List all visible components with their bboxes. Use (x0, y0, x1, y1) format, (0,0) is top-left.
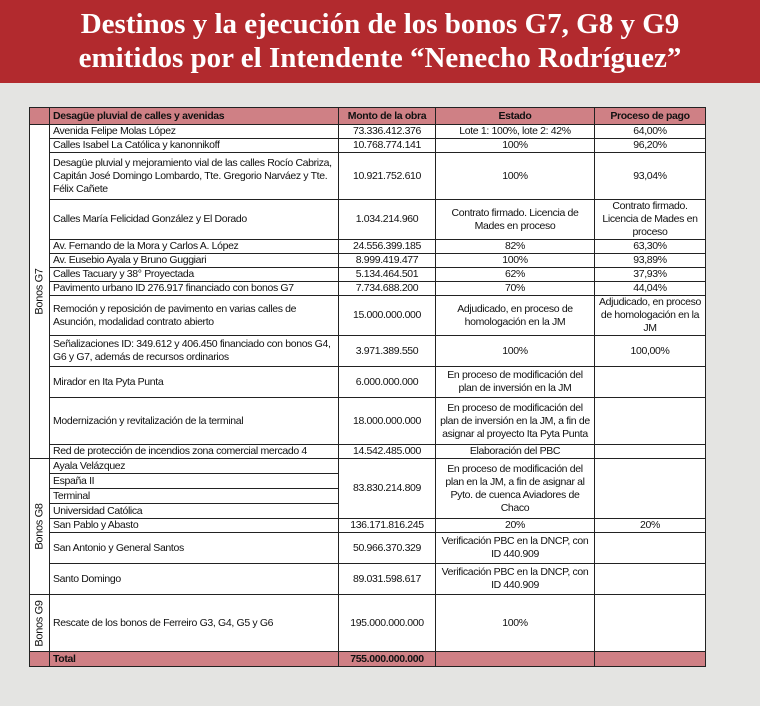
obra-cell: Av. Fernando de la Mora y Carlos A. López (50, 240, 339, 254)
group-label-g9 (30, 595, 50, 652)
table-row (30, 367, 706, 398)
pago-cell: Adjudicado, en proceso de homologación en la JM (595, 296, 706, 336)
obra-cell: San Pablo y Abasto (50, 519, 339, 533)
estado-cell: En proceso de modificación del plan de inversión en la JM (436, 367, 595, 398)
estado-cell: 100% (436, 254, 595, 268)
bonds-table-wrapper (29, 107, 706, 667)
group-label-g8 (30, 459, 50, 595)
pago-cell: 93,89% (595, 254, 706, 268)
estado-cell: Verificación PBC en la DNCP, con ID 440.909 (436, 564, 595, 595)
total-estado-blank (436, 652, 595, 667)
table-row (30, 282, 706, 296)
group-g7-text: Bonos G7 (33, 268, 46, 315)
obra-cell: Ayala Velázquez (50, 459, 339, 474)
pago-cell: 20% (595, 519, 706, 533)
table-row (30, 296, 706, 336)
pago-cell: 93,04% (595, 153, 706, 200)
monto-cell: 15.000.000.000 (339, 296, 436, 336)
table-row (30, 268, 706, 282)
table-row (30, 564, 706, 595)
estado-cell: 20% (436, 519, 595, 533)
monto-cell: 1.034.214.960 (339, 200, 436, 240)
estado-cell: 100% (436, 139, 595, 153)
estado-cell: En proceso de modificación del plan de inversión en la JM, a fin de asignar al proyecto Ita Pyta Punta (436, 398, 595, 445)
obra-cell: Calles Isabel La Católica y kanonnikoff (50, 139, 339, 153)
table-row (30, 139, 706, 153)
pago-cell: 100,00% (595, 336, 706, 367)
header-estado: Estado (436, 108, 595, 125)
obra-cell: Señalizaciones ID: 349.612 y 406.450 financiado con bonos G4, G6 y G7, además de recursos ordinarios (50, 336, 339, 367)
table-row (30, 533, 706, 564)
title-banner (0, 0, 760, 83)
total-monto: 755.000.000.000 (339, 652, 436, 667)
estado-cell: 62% (436, 268, 595, 282)
monto-cell: 10.921.752.610 (339, 153, 436, 200)
pago-cell: 64,00% (595, 125, 706, 139)
estado-cell: En proceso de modificación del plan en la JM, a fin de asignar al Pyto. de cuenca Aviadores de Chaco (436, 459, 595, 519)
obra-cell: España II (50, 474, 339, 489)
header-pago: Proceso de pago (595, 108, 706, 125)
obra-cell: Santo Domingo (50, 564, 339, 595)
monto-cell: 14.542.485.000 (339, 445, 436, 459)
estado-cell: 100% (436, 595, 595, 652)
obra-cell: San Antonio y General Santos (50, 533, 339, 564)
pago-cell (595, 459, 706, 519)
group-g8-text: Bonos G8 (33, 503, 46, 550)
table-row (30, 445, 706, 459)
table-row (30, 240, 706, 254)
estado-cell: Adjudicado, en proceso de homologación en la JM (436, 296, 595, 336)
obra-cell: Universidad Católica (50, 504, 339, 519)
group-g9-text: Bonos G9 (33, 599, 46, 647)
monto-cell: 136.171.816.245 (339, 519, 436, 533)
monto-cell: 195.000.000.000 (339, 595, 436, 652)
obra-cell: Calles María Felicidad González y El Dorado (50, 200, 339, 240)
monto-cell: 10.768.774.141 (339, 139, 436, 153)
header-monto: Monto de la obra (339, 108, 436, 125)
monto-cell: 73.336.412.376 (339, 125, 436, 139)
estado-cell: 70% (436, 282, 595, 296)
estado-cell: Contrato firmado. Licencia de Mades en proceso (436, 200, 595, 240)
estado-cell: 82% (436, 240, 595, 254)
table-row (30, 200, 706, 240)
estado-cell: Elaboración del PBC (436, 445, 595, 459)
group-label-g7 (30, 125, 50, 459)
total-pago-blank (595, 652, 706, 667)
pago-cell: Contrato firmado. Licencia de Mades en proceso (595, 200, 706, 240)
estado-cell: Lote 1: 100%, lote 2: 42% (436, 125, 595, 139)
obra-cell: Avenida Felipe Molas López (50, 125, 339, 139)
obra-cell: Rescate de los bonos de Ferreiro G3, G4, G5 y G6 (50, 595, 339, 652)
pago-cell: 37,93% (595, 268, 706, 282)
pago-cell (595, 398, 706, 445)
obra-cell: Red de protección de incendios zona comercial mercado 4 (50, 445, 339, 459)
table-row (30, 519, 706, 533)
monto-cell: 5.134.464.501 (339, 268, 436, 282)
pago-cell (595, 564, 706, 595)
pago-cell: 63,30% (595, 240, 706, 254)
total-row (30, 652, 706, 667)
table-row (30, 398, 706, 445)
obra-cell: Pavimento urbano ID 276.917 financiado con bonos G7 (50, 282, 339, 296)
table-row (30, 125, 706, 139)
monto-cell: 7.734.688.200 (339, 282, 436, 296)
obra-cell: Remoción y reposición de pavimento en varias calles de Asunción, modalidad contrato abierto (50, 296, 339, 336)
estado-cell: 100% (436, 153, 595, 200)
monto-cell: 89.031.598.617 (339, 564, 436, 595)
total-label: Total (50, 652, 339, 667)
monto-cell: 3.971.389.550 (339, 336, 436, 367)
bonds-table (29, 107, 706, 667)
obra-cell: Av. Eusebio Ayala y Bruno Guggiari (50, 254, 339, 268)
obra-cell: Calles Tacuary y 38° Proyectada (50, 268, 339, 282)
obra-cell: Terminal (50, 489, 339, 504)
pago-cell (595, 533, 706, 564)
title-line-2: emitidos por el Intendente “Nenecho Rodríguez” (78, 42, 682, 74)
header-blank-cell (30, 108, 50, 125)
obra-cell: Modernización y revitalización de la terminal (50, 398, 339, 445)
monto-cell: 50.966.370.329 (339, 533, 436, 564)
table-row (30, 254, 706, 268)
table-row (30, 153, 706, 200)
pago-cell: 44,04% (595, 282, 706, 296)
monto-cell: 24.556.399.185 (339, 240, 436, 254)
estado-cell: 100% (436, 336, 595, 367)
pago-cell: 96,20% (595, 139, 706, 153)
pago-cell (595, 595, 706, 652)
header-obra: Desagüe pluvial de calles y avenidas (50, 108, 339, 125)
monto-cell: 8.999.419.477 (339, 254, 436, 268)
monto-cell: 83.830.214.809 (339, 459, 436, 519)
obra-cell: Desagüe pluvial y mejoramiento vial de las calles Rocío Cabriza, Capitán José Domingo Lombardo, Tte. Gregorio Narváez y Tte. Félix Cañete (50, 153, 339, 200)
total-blank-cell (30, 652, 50, 667)
obra-cell: Mirador en Ita Pyta Punta (50, 367, 339, 398)
table-row (30, 595, 706, 652)
table-row (30, 336, 706, 367)
pago-cell (595, 367, 706, 398)
monto-cell: 18.000.000.000 (339, 398, 436, 445)
estado-cell: Verificación PBC en la DNCP, con ID 440.909 (436, 533, 595, 564)
table-header-row (30, 108, 706, 125)
monto-cell: 6.000.000.000 (339, 367, 436, 398)
pago-cell (595, 445, 706, 459)
title-line-1: Destinos y la ejecución de los bonos G7, G8 y G9 (80, 8, 680, 40)
table-row (30, 459, 706, 474)
